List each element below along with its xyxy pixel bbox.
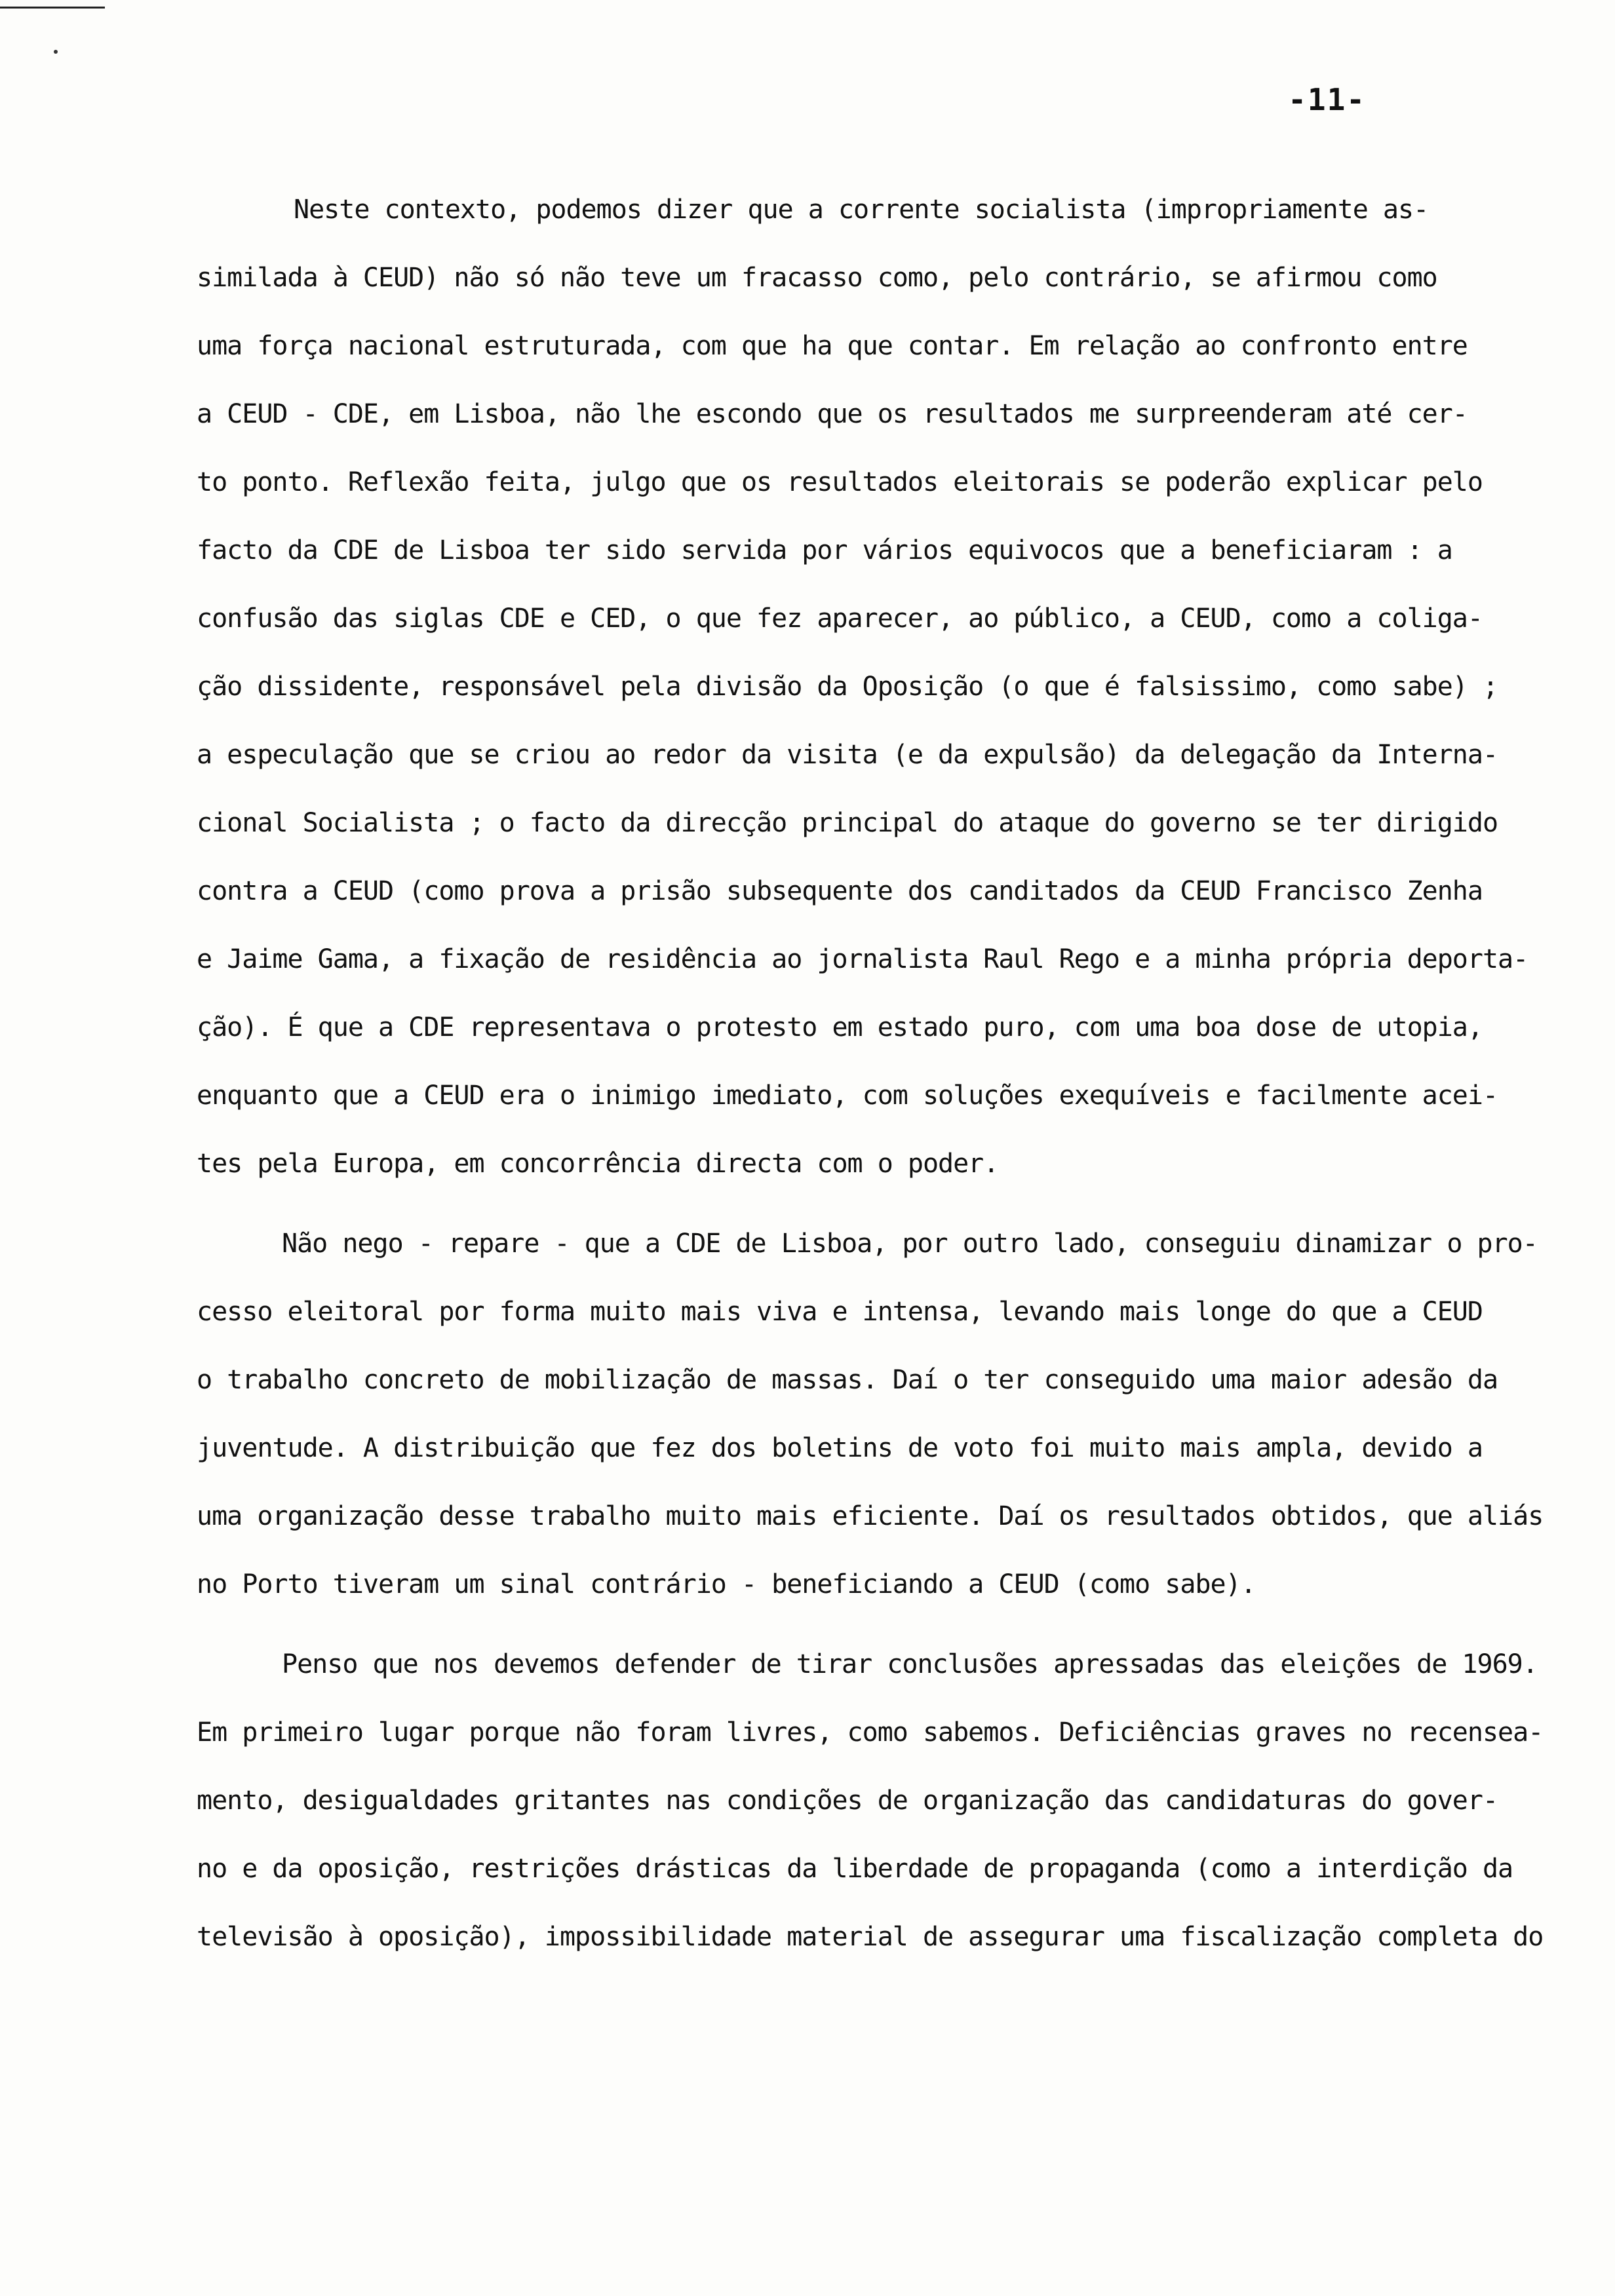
text-line: mento, desigualdades gritantes nas condições de organização das candidaturas do gover- — [197, 1786, 1498, 1816]
text-line: no e da oposição, restrições drásticas da liberdade de propaganda (como a interdição da — [197, 1854, 1513, 1884]
text-line: ção dissidente, responsável pela divisão da Oposição (o que é falsissimo, como sabe) ; — [197, 672, 1498, 702]
text-line: uma organização desse trabalho muito mais eficiente. Daí os resultados obtidos, que aliás — [197, 1501, 1544, 1531]
paragraph-gap — [197, 1618, 1566, 1630]
text-line: cesso eleitoral por forma muito mais viva e intensa, levando mais longe do que a CEUD — [197, 1297, 1483, 1327]
text-line: confusão das siglas CDE e CED, o que fez aparecer, ao público, a CEUD, como a coliga- — [197, 603, 1483, 634]
scan-speck — [54, 50, 58, 54]
paragraph-3 — [197, 1630, 1566, 1971]
text-line: uma força nacional estruturada, com que ha que contar. Em relação ao confronto entre — [197, 331, 1468, 361]
text-line: Não nego - repare - que a CDE de Lisboa, por outro lado, conseguiu dinamizar o pro- — [282, 1229, 1538, 1259]
page-number: -11- — [1288, 82, 1366, 117]
text-line: ção). É que a CDE representava o protesto em estado puro, com uma boa dose de utopia, — [197, 1012, 1483, 1043]
text-line: e Jaime Gama, a fixação de residência ao jornalista Raul Rego e a minha própria deporta- — [197, 944, 1528, 974]
text-line: a especulação que se criou ao redor da visita (e da expulsão) da delegação da Interna- — [197, 740, 1498, 770]
text-line: contra a CEUD (como prova a prisão subsequente dos canditados da CEUD Francisco Zenha — [197, 876, 1483, 906]
text-line: Em primeiro lugar porque não foram livres, como sabemos. Deficiências graves no recensea- — [197, 1717, 1544, 1748]
text-line: facto da CDE de Lisboa ter sido servida por vários equivocos que a beneficiaram : a — [197, 535, 1452, 565]
text-line: no Porto tiveram um sinal contrário - beneficiando a CEUD (como sabe). — [197, 1569, 1256, 1599]
body-text — [197, 176, 1566, 1971]
paragraph-gap — [197, 1198, 1566, 1210]
text-line: tes pela Europa, em concorrência directa com o poder. — [197, 1149, 999, 1179]
text-line: o trabalho concreto de mobilização de massas. Daí o ter conseguido uma maior adesão da — [197, 1365, 1498, 1395]
paragraph-2 — [197, 1210, 1566, 1618]
text-line: enquanto que a CEUD era o inimigo imediato, com soluções exequíveis e facilmente acei- — [197, 1081, 1498, 1111]
text-line: Penso que nos devemos defender de tirar conclusões apressadas das eleições de 1969. — [282, 1649, 1538, 1679]
text-line: Neste contexto, podemos dizer que a corrente socialista (impropriamente as- — [294, 195, 1429, 225]
scan-corner-line — [0, 7, 105, 9]
text-line: televisão à oposição), impossibilidade material de assegurar uma fiscalização completa do — [197, 1922, 1544, 1952]
paragraph-1 — [197, 176, 1566, 1198]
text-line: to ponto. Reflexão feita, julgo que os resultados eleitorais se poderão explicar pelo — [197, 467, 1483, 497]
text-line: similada à CEUD) não só não teve um fracasso como, pelo contrário, se afirmou como — [197, 263, 1437, 293]
text-line: cional Socialista ; o facto da direcção principal do ataque do governo se ter dirigido — [197, 808, 1498, 838]
text-line: a CEUD - CDE, em Lisboa, não lhe escondo que os resultados me surpreenderam até cer- — [197, 399, 1468, 429]
text-line: juventude. A distribuição que fez dos boletins de voto foi muito mais ampla, devido a — [197, 1433, 1483, 1463]
